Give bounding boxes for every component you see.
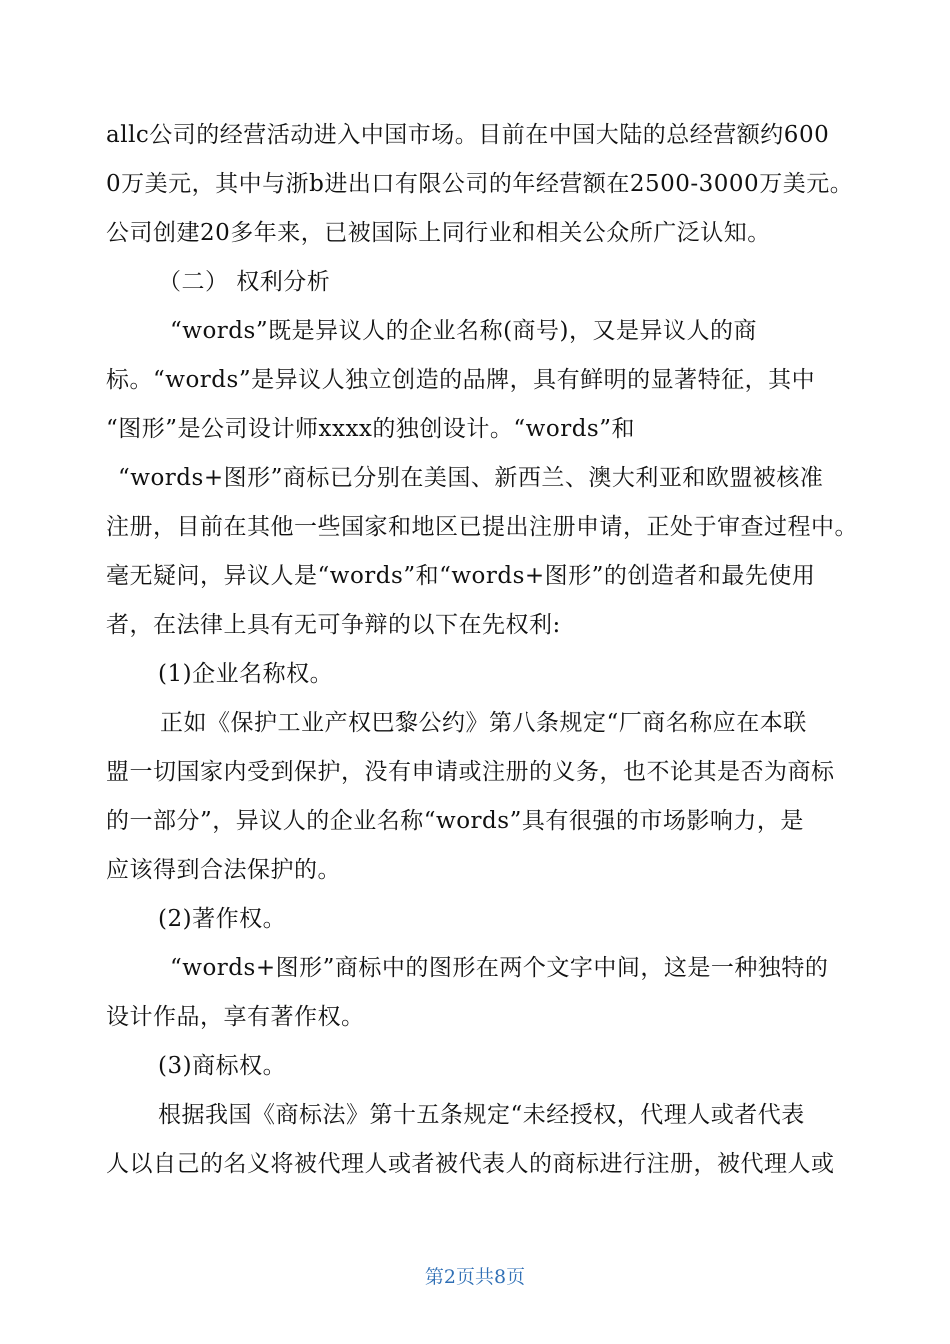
paragraph-line: 0万美元，其中与浙b进出口有限公司的年经营额在2500-3000万美元。 [106, 171, 854, 197]
paragraph-line: 公司创建20多年来，已被国际上同行业和相关公众所广泛认知。 [106, 220, 771, 246]
paragraph-line: 正如《保护工业产权巴黎公约》第八条规定“厂商名称应在本联 [160, 710, 807, 736]
list-item-heading: (2)著作权。 [158, 906, 287, 932]
paragraph-line: 者，在法律上具有无可争辩的以下在先权利: [106, 612, 561, 638]
paragraph-line: 毫无疑问，异议人是“words”和“words+图形”的创造者和最先使用 [106, 563, 816, 589]
list-item-heading: (1)企业名称权。 [158, 661, 334, 687]
page-number-footer: 第2页共8页 [424, 1266, 526, 1288]
paragraph-line: 应该得到合法保护的。 [106, 857, 341, 883]
paragraph-line: 盟一切国家内受到保护，没有申请或注册的义务，也不论其是否为商标 [106, 759, 835, 785]
section-heading: （二） 权利分析 [158, 269, 331, 295]
paragraph-line: allc公司的经营活动进入中国市场。目前在中国大陆的总经营额约600 [106, 122, 830, 148]
paragraph-line: “words+图形”商标中的图形在两个文字中间，这是一种独特的 [170, 955, 829, 981]
paragraph-line: “图形”是公司设计师xxxx的独创设计。“words”和 [106, 416, 635, 442]
paragraph-line: 根据我国《商标法》第十五条规定“未经授权，代理人或者代表 [158, 1102, 805, 1128]
paragraph-line: 的一部分”，异议人的企业名称“words”具有很强的市场影响力，是 [106, 808, 804, 834]
paragraph-line: “words+图形”商标已分别在美国、新西兰、澳大利亚和欧盟被核准 [118, 465, 824, 491]
paragraph-line: “words”既是异议人的企业名称(商号)，又是异议人的商 [170, 318, 758, 344]
list-item-heading: (3)商标权。 [158, 1053, 287, 1079]
paragraph-line: 设计作品，享有著作权。 [106, 1004, 365, 1030]
paragraph-line: 人以自己的名义将被代理人或者被代表人的商标进行注册，被代理人或 [106, 1151, 835, 1177]
paragraph-line: 注册，目前在其他一些国家和地区已提出注册申请，正处于审查过程中。 [106, 514, 858, 540]
paragraph-line: 标。“words”是异议人独立创造的品牌，具有鲜明的显著特征，其中 [106, 367, 816, 393]
